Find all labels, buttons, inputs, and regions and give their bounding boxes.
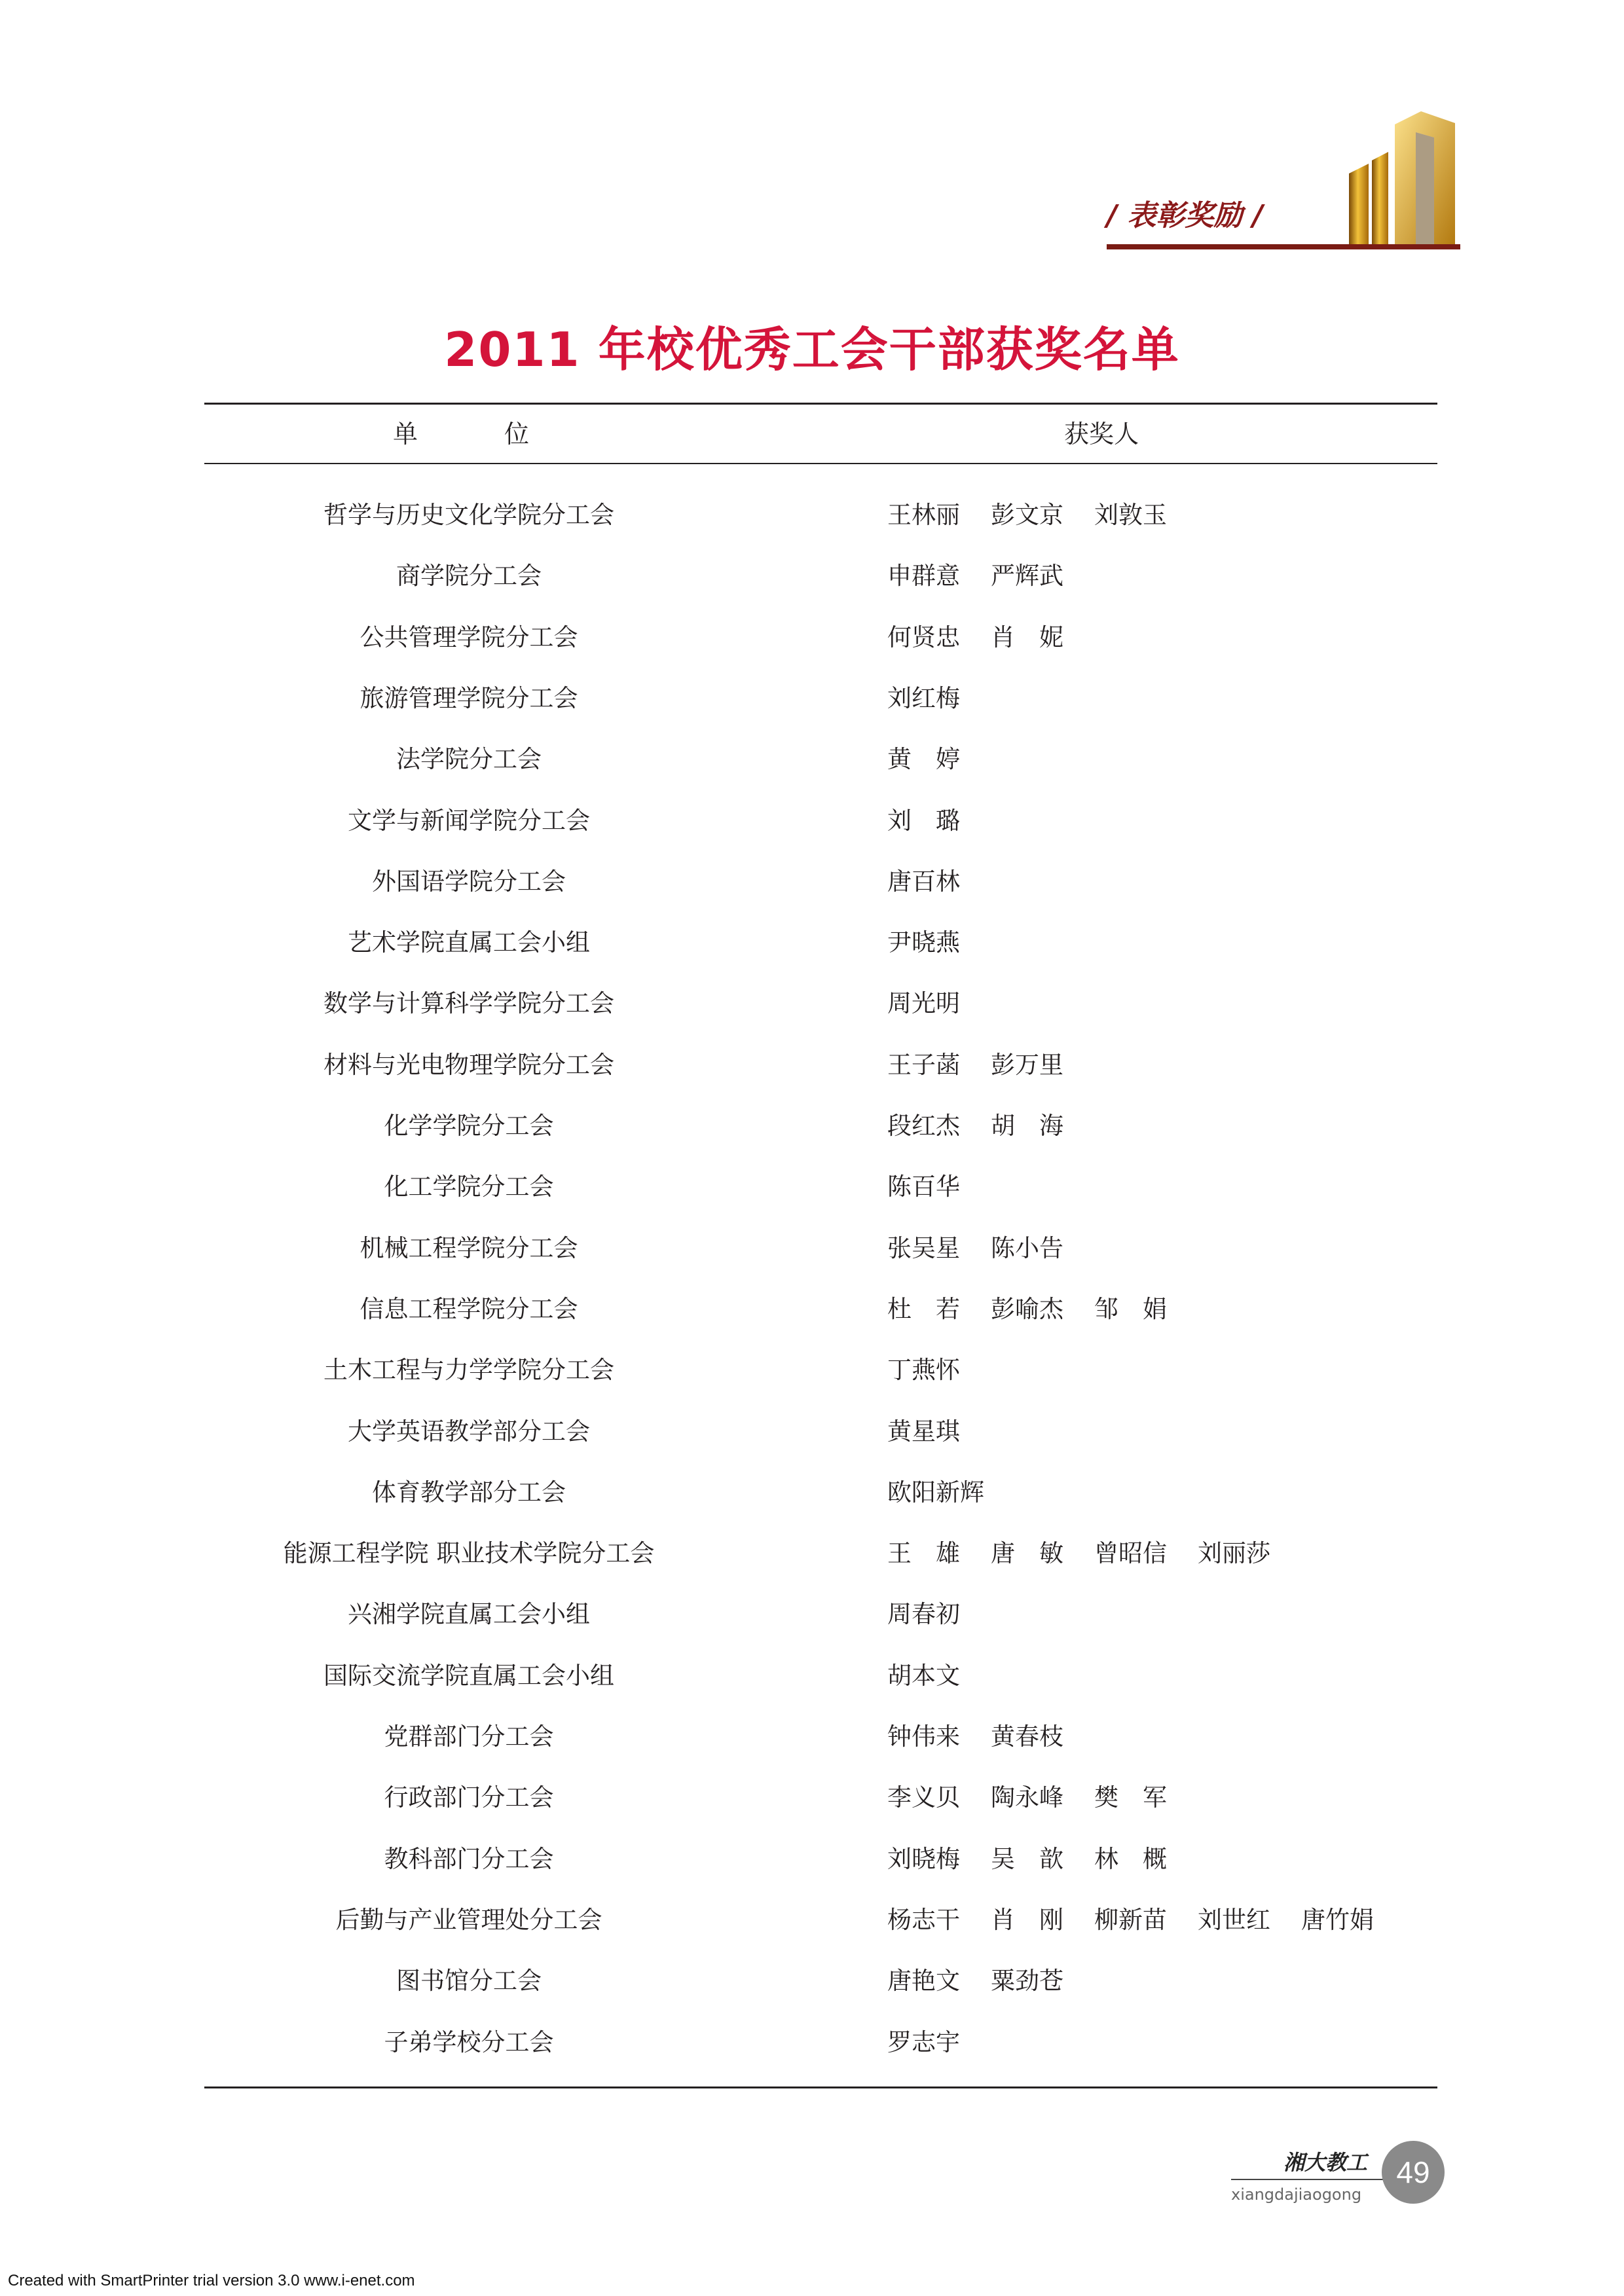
table-row: [0, 1717, 1624, 1757]
table-row: [0, 1351, 1624, 1390]
unit-name: 艺术学院直属工会小组: [348, 928, 590, 957]
winner-name: 刘晓梅: [887, 1845, 960, 1873]
table-header-rule: [204, 463, 1437, 464]
winner-name: 刘世红: [1198, 1906, 1270, 1934]
winner-name: 胡 海: [991, 1112, 1063, 1140]
table-row: [0, 1961, 1624, 2001]
gold-arch-emblem-icon: [1342, 105, 1460, 252]
winner-name: 罗志宇: [887, 2028, 960, 2056]
unit-name: 数学与计算科学学院分工会: [323, 989, 614, 1017]
table-row: [0, 1167, 1624, 1207]
unit-name: 党群部门分工会: [384, 1722, 554, 1751]
winner-name: 柳新苗: [1094, 1906, 1167, 1934]
unit-name: 公共管理学院分工会: [360, 623, 578, 651]
unit-name: 后勤与产业管理处分工会: [335, 1906, 602, 1934]
footer-pinyin: xiangdajiaogong: [1231, 2185, 1362, 2204]
winner-name: 段红杰: [887, 1112, 960, 1140]
section-tag-underline: [1107, 244, 1460, 249]
table-row: [0, 984, 1624, 1023]
winner-name: 林 概: [1094, 1845, 1167, 1873]
winner-name: 胡本文: [887, 1662, 960, 1690]
winner-name: 何贤忠: [887, 623, 960, 651]
winner-name: 肖 妮: [991, 623, 1063, 651]
winner-name: 唐艳文: [887, 1967, 960, 1995]
column-header-unit: [393, 418, 530, 450]
winner-name: 钟伟来: [887, 1722, 960, 1751]
winner-name: 杨志干: [887, 1906, 960, 1934]
page-title: 2011 年校优秀工会干部获奖名单: [444, 322, 1180, 377]
winner-name: 彭万里: [991, 1051, 1063, 1079]
section-tag: / 表彰奖励 /: [1107, 199, 1263, 232]
table-row: [0, 862, 1624, 902]
footer-brand: 湘大教工: [1283, 2150, 1368, 2175]
table-row: [0, 1473, 1624, 1512]
winner-name: 吴 歆: [991, 1845, 1063, 1873]
winner-name: 刘丽莎: [1198, 1539, 1270, 1567]
page-number: 49: [1382, 2141, 1445, 2204]
winner-name: 周春初: [887, 1600, 960, 1628]
table-row: [0, 1595, 1624, 1634]
winner-name: 唐竹娟: [1301, 1906, 1374, 1934]
winner-name: 唐 敏: [991, 1539, 1063, 1567]
winner-name: 粟劲苍: [991, 1967, 1063, 1995]
column-header-unit-char-1: 单: [393, 420, 420, 448]
table-row: [0, 496, 1624, 535]
table-row: [0, 1229, 1624, 1268]
table-row: [0, 1290, 1624, 1329]
winner-name: 李义贝: [887, 1783, 960, 1812]
winner-name: 杜 若: [887, 1295, 960, 1323]
unit-name: 教科部门分工会: [384, 1845, 554, 1873]
unit-name: 体育教学部分工会: [372, 1478, 566, 1506]
winner-name: 陈百华: [887, 1173, 960, 1201]
unit-name: 国际交流学院直属工会小组: [323, 1662, 614, 1690]
unit-name: 商学院分工会: [396, 562, 542, 590]
table-row: [0, 2023, 1624, 2062]
winner-name: 欧阳新辉: [887, 1478, 984, 1506]
unit-name: 机械工程学院分工会: [360, 1234, 578, 1262]
unit-name: 外国语学院分工会: [372, 867, 566, 896]
winner-name: 王林丽: [887, 501, 960, 529]
table-row: [0, 740, 1624, 779]
unit-name: 旅游管理学院分工会: [360, 684, 578, 712]
footer-rule: [1231, 2179, 1398, 2180]
winner-name: 严辉武: [991, 562, 1063, 590]
winner-name: 黄 婷: [887, 745, 960, 773]
unit-name: 图书馆分工会: [396, 1967, 542, 1995]
table-row: [0, 1106, 1624, 1146]
table-top-rule: [204, 403, 1437, 405]
unit-name: 兴湘学院直属工会小组: [348, 1600, 590, 1628]
unit-name: 能源工程学院 职业技术学院分工会: [283, 1539, 655, 1567]
unit-name: 法学院分工会: [396, 745, 542, 773]
table-row: [0, 1412, 1624, 1451]
winner-name: 黄星琪: [887, 1417, 960, 1446]
winner-name: 申群意: [887, 562, 960, 590]
winner-name: 尹晓燕: [887, 928, 960, 957]
winner-name: 刘红梅: [887, 684, 960, 712]
table-row: [0, 1534, 1624, 1573]
winner-name: 邹 娟: [1094, 1295, 1167, 1323]
table-row: [0, 801, 1624, 841]
table-row: [0, 618, 1624, 657]
winner-name: 刘敦玉: [1094, 501, 1167, 529]
unit-name: 子弟学校分工会: [384, 2028, 554, 2056]
unit-name: 大学英语教学部分工会: [348, 1417, 590, 1446]
winner-name: 周光明: [887, 989, 960, 1017]
unit-name: 化工学院分工会: [384, 1173, 554, 1201]
table-bottom-rule: [204, 2086, 1437, 2088]
unit-name: 行政部门分工会: [384, 1783, 554, 1812]
winner-name: 陈小告: [991, 1234, 1063, 1262]
table-row: [0, 556, 1624, 596]
table-row: [0, 1656, 1624, 1696]
unit-name: 化学学院分工会: [384, 1112, 554, 1140]
unit-name: 材料与光电物理学院分工会: [323, 1051, 614, 1079]
table-row: [0, 1046, 1624, 1085]
watermark-text: Created with SmartPrinter trial version 3.0 www.i-enet.com: [8, 2272, 415, 2289]
winner-name: 唐百林: [887, 867, 960, 896]
winner-name: 曾昭信: [1094, 1539, 1167, 1567]
unit-name: 信息工程学院分工会: [360, 1295, 578, 1323]
winner-name: 丁燕怀: [887, 1356, 960, 1384]
column-header-winners: 获奖人: [1064, 420, 1139, 448]
table-row: [0, 679, 1624, 718]
column-header-unit-char-2: 位: [504, 420, 531, 448]
winner-name: 王子菡: [887, 1051, 960, 1079]
table-row: [0, 1901, 1624, 1940]
unit-name: 哲学与历史文化学院分工会: [323, 501, 614, 529]
winner-name: 张吴星: [887, 1234, 960, 1262]
table-row: [0, 1778, 1624, 1817]
winner-name: 肖 刚: [991, 1906, 1063, 1934]
unit-name: 土木工程与力学学院分工会: [323, 1356, 614, 1384]
winner-name: 樊 军: [1094, 1783, 1167, 1812]
winner-name: 彭喻杰: [991, 1295, 1063, 1323]
winner-name: 王 雄: [887, 1539, 960, 1567]
winner-name: 彭文京: [991, 501, 1063, 529]
winner-name: 黄春枝: [991, 1722, 1063, 1751]
winner-name: 陶永峰: [991, 1783, 1063, 1812]
table-row: [0, 923, 1624, 962]
table-row: [0, 1840, 1624, 1879]
winner-name: 刘 璐: [887, 807, 960, 835]
unit-name: 文学与新闻学院分工会: [348, 807, 590, 835]
